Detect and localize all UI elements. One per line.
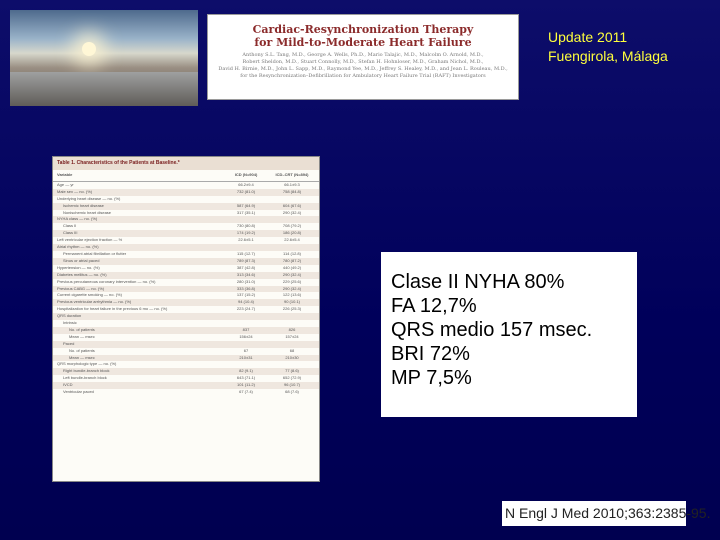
table-cell: 174 (19.2) [236,230,256,236]
table-cell: 643 (71.1) [236,375,256,381]
table-cell: 837 [242,326,250,332]
table-row [53,341,319,348]
table-cell: 22.6±5.1 [238,237,254,243]
table-cell: 587 (64.9) [236,202,256,208]
table-cell: 730 (80.8) [236,223,256,229]
table-cell: 732 (81.0) [236,188,256,194]
table-cell: QRS duration [57,313,82,319]
table-cell: QRS morphologic type — no. (%) [57,361,117,367]
table-cell: Sinus or atrial paced [63,257,100,263]
table-header-row [53,170,319,182]
table-row [53,223,319,230]
paper-author-line: David H. Birnie, M.D., John L. Sapp, M.D., Raymond Yee, M.D., Jeffrey S. Healey, M.D., and Jean L. Rouleau, M.D., [218,66,508,72]
table-cell: 780 (87.2) [282,257,302,263]
table-cell [223,361,269,368]
table-cell: Previous CABG — no. (%) [57,285,105,291]
table-cell: 226 (25.3) [282,306,302,312]
table-cell [223,196,269,203]
table-cell: 94 (10.4) [237,299,254,305]
table-cell: 652 (72.9) [282,375,302,381]
table-cell: Diabetes mellitus — no. (%) [57,271,107,277]
table-row [53,313,319,320]
table-row [53,355,319,362]
table-cell [269,341,315,348]
table-cell [269,313,315,320]
table-cell: Mean — msec [69,354,95,360]
table-cell: 122 (13.6) [282,292,302,298]
table-row [53,182,319,189]
table-row [53,203,319,210]
table-row [53,237,319,244]
table-cell: 290 (32.4) [282,285,302,291]
table-cell: Age — yr [57,181,74,187]
table-cell: 758 (84.8) [282,188,302,194]
table-cell: 82 (9.1) [239,368,253,374]
finding-atrial-fibrillation: FA 12,7% [391,295,477,317]
table-row [53,189,319,196]
table-row [53,230,319,237]
sun-glow [82,42,96,56]
table-cell: Ventricular paced [63,389,94,395]
table-cell [269,244,315,251]
paper-author-line: Anthony S.L. Tang, M.D., George A. Wells, Ph.D., Mario Talajic, M.D., Malcolm O. Arnold, M.D., [242,52,484,58]
table-cell: 280 (31.0) [236,278,256,284]
table-cell: 68 [289,347,295,353]
baseline-characteristics-table [52,156,320,482]
table-row [53,272,319,279]
table-cell: Nonischemic heart disease [63,209,112,215]
table-cell: Left ventricular ejection fraction — % [57,237,123,243]
table-cell: Atrial rhythm — no. (%) [57,244,99,250]
table-cell: 290 (32.4) [282,209,302,215]
table-cell [223,341,269,348]
table-row [53,279,319,286]
paper-title-line-1: Cardiac-Resynchronization Therapy [252,23,474,36]
table-cell: No. of patients [69,326,95,332]
table-row [53,292,319,299]
table-cell [223,216,269,223]
table-cell: Previous ventricular arrhythmia — no. (%) [57,299,132,305]
table-cell: 317 (35.1) [236,209,256,215]
table-cell: 157±24 [285,333,299,339]
table-row [53,389,319,396]
finding-nyha-class: Clase II NYHA 80% [391,271,565,293]
table-cell: 137 (15.2) [236,292,256,298]
table-cell [269,361,315,368]
table-cell: 229 (25.6) [282,278,302,284]
seaside-sunset-image [10,10,198,106]
table-row [53,306,319,313]
table-cell: 101 (11.2) [237,382,255,388]
table-header-cell: Variable [57,172,73,177]
sea-horizon [10,72,198,106]
table-cell: 66.2±9.4 [238,181,254,187]
table-cell: 826 [288,326,296,332]
paper-author-line: for the Resynchronization–Defibrillation for Ambulatory Heart Failure Trial (RAFT) Investigators [240,73,486,79]
table-cell: Permanent atrial fibrillation or flutter [63,250,127,256]
paper-authors [218,52,508,80]
table-cell: 333 (36.8) [236,285,256,291]
table-header-cell: ICD (N=904) [234,172,258,177]
table-cell: 708 (79.2) [282,223,302,229]
table-row [53,265,319,272]
table-cell: 67 [243,347,249,353]
table-row [53,382,319,389]
paper-title-line-2: for Mild-to-Moderate Heart Failure [254,36,472,49]
table-cell [223,244,269,251]
table-row [53,216,319,223]
finding-qrs-duration: QRS medio 157 msec. [391,319,593,341]
table-cell: 114 (12.8) [283,250,301,256]
table-cell [269,216,315,223]
table-cell: Class III [63,230,78,236]
key-findings-box [381,252,637,417]
table-row [53,368,319,375]
table-cell: 210±30 [285,354,299,360]
table-cell: IVCD [63,382,73,388]
table-cell: 313 (34.6) [236,271,256,277]
table-body [53,182,319,396]
table-row [53,375,319,382]
journal-citation: N Engl J Med 2010;363:2385-95. [502,501,686,526]
table-row [53,258,319,265]
table-row [53,361,319,368]
table-cell: 156±24 [239,333,253,339]
table-row [53,334,319,341]
table-cell: NYHA class — no. (%) [57,216,98,222]
table-cell [269,196,315,203]
table-cell: 223 (24.7) [236,306,256,312]
table-cell: 66.1±9.3 [284,181,300,187]
table-row [53,286,319,293]
table-row [53,320,319,327]
table-cell: Paced [63,340,75,346]
table-cell: 604 (67.6) [282,202,302,208]
table-cell: 90 (10.1) [283,299,300,305]
table-cell: Right bundle-branch block [63,368,110,374]
table-cell: Intrinsic [63,320,77,326]
table-cell: No. of patients [69,347,95,353]
event-location: Fuengirola, Málaga [548,48,668,64]
table-row [53,196,319,203]
table-cell: 440 (49.2) [282,264,302,270]
table-cell: Previous percutaneous coronary intervention — no. (%) [57,278,156,284]
table-row [53,348,319,355]
table-cell: 290 (32.4) [282,271,302,277]
table-row [53,251,319,258]
table-cell: 186 (20.8) [282,230,302,236]
table-cell: 210±31 [239,354,253,360]
table-cell: 96 (10.7) [283,382,300,388]
table-cell: Hypertension — no. (%) [57,264,100,270]
table-cell: 77 (8.6) [285,368,299,374]
table-header-cell: ICD–CRT (N=894) [275,172,309,177]
table-cell: 789 (87.3) [236,257,256,263]
event-label [548,28,668,66]
table-row [53,244,319,251]
table-cell: 387 (42.8) [236,264,256,270]
table-cell: Mean — msec [69,333,95,339]
table-caption: Table 1. Characteristics of the Patients at Baseline.* [53,157,319,170]
table-cell [269,320,315,327]
table-row [53,299,319,306]
table-cell: 67 (7.4) [239,389,253,395]
table-cell: Underlying heart disease — no. (%) [57,195,121,201]
table-cell: Male sex — no. (%) [57,188,93,194]
table-cell: 22.6±5.4 [284,237,300,243]
table-cell: 68 (7.6) [285,389,299,395]
table-cell: Current cigarette smoking — no. (%) [57,292,122,298]
paper-title-clipping [207,14,519,100]
table-row [53,210,319,217]
finding-lbbb: BRI 72% [391,343,470,365]
table-cell: Class II [63,223,77,229]
table-cell: 115 (12.7) [237,250,255,256]
table-cell: Hospitalization for heart failure in the previous 6 mo — no. (%) [57,306,168,312]
paper-title [218,23,508,49]
table-cell: Ischemic heart disease [63,202,104,208]
table-cell [223,320,269,327]
table-cell: Left bundle-branch block [63,375,107,381]
finding-paced: MP 7,5% [391,367,472,389]
paper-author-line: Robert Sheldon, M.D., Stuart Connolly, M.D., Stefan H. Hohnloser, M.D., Graham Nichol, M.D., [242,59,484,65]
table-row [53,327,319,334]
event-title: Update 2011 [548,29,628,45]
table-cell [223,313,269,320]
